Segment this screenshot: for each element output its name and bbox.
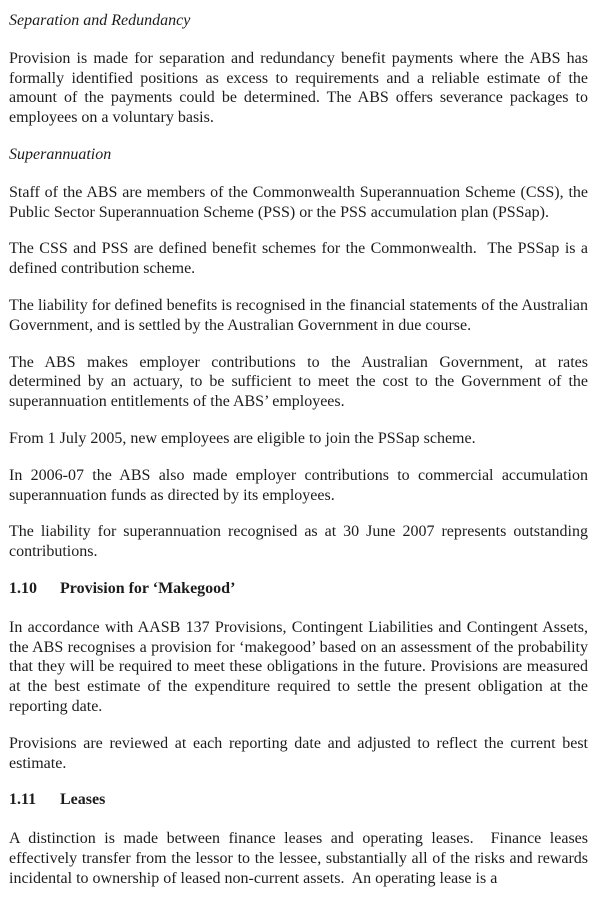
paragraph-provisions-reviewed: Provisions are reviewed at each reporting date and adjusted to reflect the current best estimate.: [9, 734, 588, 772]
section-title-provision-for-makegood: Provision for ‘Makegood’: [60, 579, 236, 597]
heading-separation-and-redundancy: Separation and Redundancy: [9, 12, 191, 29]
heading-1-10-provision-for-makegood: [9, 579, 588, 599]
section-number-1-11: 1.11: [9, 791, 37, 809]
paragraph-commercial-accumulation-funds: In 2006-07 the ABS also made employer contributions to commercial accumulation superannuation funds as directed by its employees.: [9, 466, 588, 504]
paragraph-aasb-137-makegood: In accordance with AASB 137 Provisions, Contingent Liabilities and Contingent Assets, the ABS recognises a provision for ‘makegood’ based on an assessment of the probability that they will be required to meet these obligations in the future. Provisions are measured at the best estimate of the expenditure required to settle the present obligation at the reporting date.: [9, 618, 588, 715]
paragraph-superannuation-liability: The liability for superannuation recognised as at 30 June 2007 represents outstanding contributions.: [9, 523, 588, 561]
section-number-1-10: 1.10: [9, 579, 37, 597]
paragraph-leases-distinction: A distinction is made between finance leases and operating leases. Finance leases effectively transfer from the lessor to the lessee, substantially all of the risks and rewards incidental to ownership of leased non-current assets. An operating lease is a: [9, 830, 588, 887]
section-title-leases: Leases: [60, 791, 106, 809]
heading-1-11-leases: [9, 790, 588, 810]
heading-superannuation: Superannuation: [9, 145, 112, 163]
paragraph-css-pss-schemes: The CSS and PSS are defined benefit schemes for the Commonwealth. The PSSap is a defined contribution scheme.: [9, 240, 588, 278]
paragraph-separation-redundancy: Provision is made for separation and redundancy benefit payments where the ABS has formally identified positions as excess to requirements and a reliable estimate of the amount of the payments could be determined. The ABS offers severance packages to employees on a voluntary basis.: [9, 49, 588, 127]
paragraph-superannuation-membership: Staff of the ABS are members of the Commonwealth Superannuation Scheme (CSS), the Public Sector Superannuation Scheme (PSS) or the PSS accumulation plan (PSSap).: [9, 183, 588, 221]
paragraph-defined-benefits-liability: The liability for defined benefits is recognised in the financial statements of the Australian Government, and is settled by the Australian Government in due course.: [9, 296, 588, 334]
paragraph-employer-contributions: The ABS makes employer contributions to the Australian Government, at rates determined by an actuary, to be sufficient to meet the cost to the Government of the superannuation entitlements of the ABS’ employees.: [9, 353, 588, 411]
paragraph-pssap-eligibility: From 1 July 2005, new employees are eligible to join the PSSap scheme.: [9, 429, 476, 447]
